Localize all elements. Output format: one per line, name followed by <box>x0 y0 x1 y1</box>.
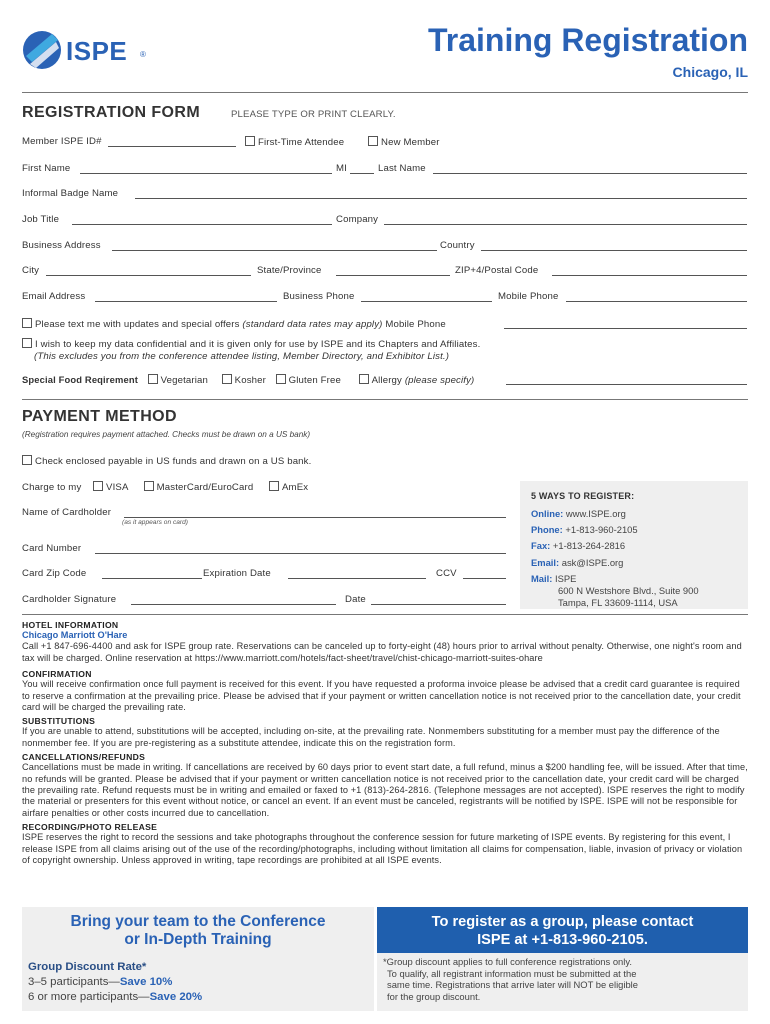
amex-checkbox[interactable]: AmEx <box>269 482 308 493</box>
kosher-checkbox[interactable]: Kosher <box>222 375 266 386</box>
state-field[interactable] <box>336 275 450 276</box>
signature-field[interactable] <box>131 604 336 605</box>
last-name-field[interactable] <box>433 173 747 174</box>
last-name-label: Last Name <box>378 163 426 174</box>
text-mobile-field[interactable] <box>504 328 747 329</box>
payment-note: (Registration requires payment attached. Checks must be drawn on a US bank) <box>22 430 311 439</box>
text-opt-in-checkbox[interactable]: Please text me with updates and special offers (standard data rates may apply) Mobile Phone <box>22 318 446 330</box>
mobile-phone-label: Mobile Phone <box>498 291 559 302</box>
hotel-heading: HOTEL INFORMATION <box>22 620 119 630</box>
ways-heading: 5 WAYS TO REGISTER: <box>531 491 635 501</box>
food-label: Special Food Reqirement <box>22 374 138 385</box>
policies-section <box>22 620 748 867</box>
business-address-field[interactable] <box>112 250 437 251</box>
date-field[interactable] <box>371 604 506 605</box>
confirmation-text: You will receive confirmation once full payment is received for this event. If you have requested a proforma invoice please be advised that a credit card guarantee is required to reserve a confirmation at the prevailing price. Please be advised that if your payment or written cancellation notice is not received prior to the cancellation date, your credit card will be charged the prevailing rate. <box>22 679 741 713</box>
check-checkbox[interactable]: Check enclosed payable in US funds and drawn on a US bank. <box>22 455 311 467</box>
signature-label: Cardholder Signature <box>22 594 117 605</box>
substitutions-heading: SUBSTITUTIONS <box>22 716 96 727</box>
mi-label: MI <box>336 163 347 174</box>
discount-tier-2: 6 or more participants—Save 20% <box>28 991 203 1003</box>
gluten-free-checkbox[interactable]: Gluten Free <box>276 375 341 386</box>
badge-name-label: Informal Badge Name <box>22 188 119 199</box>
card-zip-label: Card Zip Code <box>22 568 87 579</box>
email-link[interactable]: ask@ISPE.org <box>561 556 624 568</box>
country-label: Country <box>440 240 475 251</box>
payment-divider <box>22 399 748 400</box>
zip-field[interactable] <box>552 275 747 276</box>
group-footnote: *Group discount applies to full conference registrations only. To qualify, all registrant information must be submitted at the same time. Registrations that arrive later will NOT be eligible for the group discount. <box>377 953 748 1011</box>
ways-fax: Fax: +1-813-264-2816 <box>531 540 626 552</box>
substitutions-text: If you are unable to attend, substitutions will be accepted, including on-site, at the prevailing rate. Nonmembers substituting for a member must pay the difference of the nonmember fee. If you are pre-registering as a substitute attendee, indicate this on the registration form. <box>22 726 720 748</box>
first-name-label: First Name <box>22 163 71 174</box>
zip-label: ZIP+4/Postal Code <box>455 265 539 276</box>
ways-mail: Mail: ISPE 600 N Westshore Blvd., Suite 900 Tampa, FL 33609-1114, USA <box>531 572 699 608</box>
hotel-name: Chicago Marriott O'Hare <box>22 630 128 640</box>
card-number-label: Card Number <box>22 543 82 554</box>
checkbox-icon[interactable] <box>368 136 378 146</box>
online-link[interactable]: www.ISPE.org <box>565 508 626 519</box>
business-phone-label: Business Phone <box>283 291 355 302</box>
cardholder-label: Name of Cardholder <box>22 507 112 518</box>
city-label: City <box>22 265 40 276</box>
mastercard-checkbox[interactable]: MasterCard/EuroCard <box>144 482 254 493</box>
card-number-field[interactable] <box>95 553 506 554</box>
ways-phone: Phone: +1-813-960-2105 <box>531 524 638 536</box>
card-zip-field[interactable] <box>102 578 202 579</box>
discount-tier-1: 3–5 participants—Save 10% <box>28 976 173 988</box>
confidential-checkbox[interactable]: I wish to keep my data confidential and it is given only for use by ISPE and its Chapters and Affiliates. <box>22 338 480 350</box>
checkbox-icon[interactable] <box>359 374 369 384</box>
checkbox-icon[interactable] <box>222 374 232 384</box>
recording-heading: RECORDING/PHOTO RELEASE <box>22 822 158 833</box>
registered-mark: ® <box>140 50 146 59</box>
ways-to-register-box <box>520 481 748 609</box>
country-field[interactable] <box>481 250 747 251</box>
recording-text: ISPE reserves the right to record the sessions and take photographs throughout the conference session for future marketing of ISPE events. By registering for this event, I release ISPE from all claims arising out of the use of the recording/photographs, including without limitation all claims for compensation, liable, invasion of privacy or violation of copyright ownership. Unless approved in writing, tape recordings are prohibited at all ISPE events. <box>22 832 743 866</box>
checkbox-icon[interactable] <box>245 136 255 146</box>
checkbox-icon[interactable] <box>22 455 32 465</box>
cardholder-field[interactable] <box>124 517 506 518</box>
ccv-label: CCV <box>436 568 457 579</box>
charge-row: Charge to my VISA MasterCard/EuroCard AmEx <box>22 482 309 493</box>
job-title-field[interactable] <box>72 224 332 225</box>
first-time-checkbox[interactable]: First-Time Attendee <box>245 136 344 148</box>
date-label: Date <box>345 594 366 605</box>
checkbox-icon[interactable] <box>22 318 32 328</box>
mi-field[interactable] <box>350 173 374 174</box>
email-field[interactable] <box>95 301 277 302</box>
confidential-note: (This excludes you from the conference attendee listing, Member Directory, and Exhibitor List.) <box>34 351 450 362</box>
ispe-logo <box>22 30 152 70</box>
ways-email: Email: ask@ISPE.org <box>531 556 624 568</box>
discount-heading: Group Discount Rate* <box>28 961 147 973</box>
mobile-phone-field[interactable] <box>566 301 747 302</box>
hotel-text: Call +1 847-696-4400 and ask for ISPE group rate. Reservations can be canceled up to forty-eight (48) hours prior to arrival without penalty. Otherwise, one night's room and tax will be charged. Online reservation at https://www.marriott.com/hotels/fact-sheet/travel/chist-chicago-marriott-suites-ohare <box>22 641 742 663</box>
header-divider <box>22 92 748 93</box>
promo-title-2: or In-Depth Training <box>124 931 272 948</box>
event-location: Chicago, IL <box>672 64 748 80</box>
banner-line-1: To register as a group, please contact <box>431 914 694 930</box>
payment-heading: PAYMENT METHOD <box>22 408 177 425</box>
badge-name-field[interactable] <box>135 198 747 199</box>
checkbox-icon[interactable] <box>276 374 286 384</box>
company-label: Company <box>336 214 379 225</box>
new-member-checkbox[interactable]: New Member <box>368 136 440 148</box>
job-title-label: Job Title <box>22 214 60 225</box>
registration-heading: REGISTRATION FORM <box>22 104 201 121</box>
promo-left-box <box>22 907 374 1011</box>
confirmation-heading: CONFIRMATION <box>22 669 92 680</box>
promo-title-1: Bring your team to the Conference <box>70 913 326 930</box>
brand-name: ISPE <box>66 36 128 66</box>
food-requirement-row <box>22 374 474 386</box>
checkbox-icon[interactable] <box>148 374 158 384</box>
checkbox-icon[interactable] <box>93 481 103 491</box>
email-label: Email Address <box>22 291 86 302</box>
checkbox-icon[interactable] <box>269 481 279 491</box>
state-label: State/Province <box>257 265 322 276</box>
banner-line-2: ISPE at +1-813-960-2105. <box>477 932 648 948</box>
business-address-label: Business Address <box>22 240 101 251</box>
member-id-label: Member ISPE ID# <box>22 136 102 147</box>
ccv-field[interactable] <box>463 578 506 579</box>
member-id-field[interactable] <box>108 146 236 147</box>
checkbox-icon[interactable] <box>144 481 154 491</box>
allergy-checkbox[interactable]: Allergy (please specify) <box>359 375 475 386</box>
expiration-field[interactable] <box>288 578 426 579</box>
print-note: PLEASE TYPE OR PRINT CLEARLY. <box>231 109 396 120</box>
ways-online: Online: www.ISPE.org <box>531 508 626 519</box>
policies-divider <box>22 614 748 615</box>
checkbox-icon[interactable] <box>22 338 32 348</box>
business-phone-field[interactable] <box>361 301 492 302</box>
cancellations-text: Cancellations must be made in writing. If cancellations are received by 60 days prior to event start date, a full refund, minus a $200 handling fee, will be issued. After that time, no refunds will be granted. Please be advised that if your payment or written cancellation notice is not received prior to the cancellation date, your credit card will be charged the prevailing rate. Refund requests must be in writing and emailed or faxed to +1 (813)-264-2816. (Telephone messages are not accepted). ISPE reserves the right to modify the material or presenters for this event without notice, or cancel an event. If an event must be canceled, registrants will be notified by ISPE. ISPE will not be responsible for airfare penalties or other costs incurred due to cancellation. <box>22 762 748 818</box>
company-field[interactable] <box>384 224 747 225</box>
cancellations-heading: CANCELLATIONS/REFUNDS <box>22 752 146 763</box>
city-field[interactable] <box>46 275 251 276</box>
expiration-label: Expiration Date <box>203 568 271 579</box>
ispe-logo-mark-icon <box>22 30 62 70</box>
first-name-field[interactable] <box>80 173 332 174</box>
page-title: Training Registration <box>427 22 748 58</box>
cardholder-hint: (as it appears on card) <box>122 519 188 526</box>
vegetarian-checkbox[interactable]: Vegetarian <box>148 375 208 386</box>
visa-checkbox[interactable]: VISA <box>93 482 128 493</box>
group-contact-banner <box>377 907 748 953</box>
allergy-field[interactable] <box>506 384 747 385</box>
